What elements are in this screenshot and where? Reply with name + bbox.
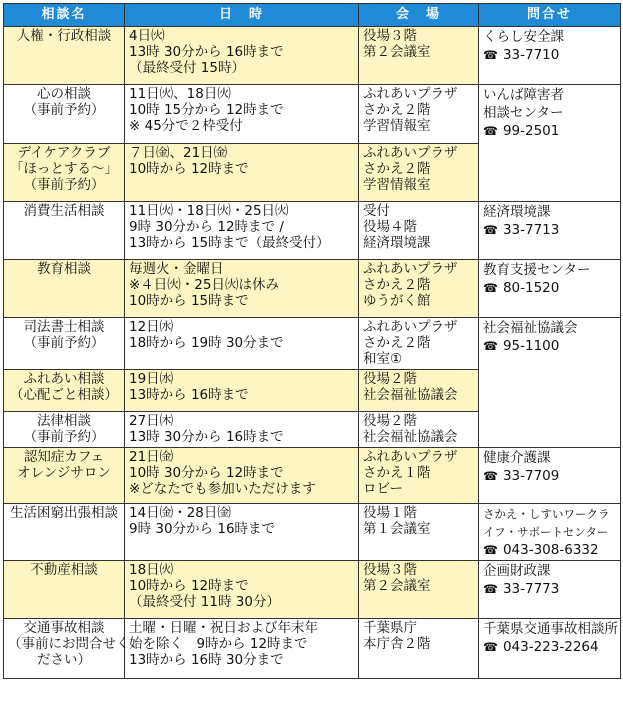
venue-cell [359, 619, 479, 679]
venue-cell [359, 561, 479, 619]
phone-number: 043-308-6332 [502, 542, 599, 558]
cell-line: 経済環境課 [363, 235, 431, 251]
name-cell [4, 85, 125, 144]
cell-line: 10時から 15時まで [129, 293, 249, 309]
cell-line: 13時から 16時 30分まで [129, 652, 284, 668]
cell-line: 12日㈬ [129, 319, 174, 335]
contact-phone-line [483, 337, 616, 355]
date-cell [125, 202, 359, 260]
cell-line: ふれあいプラザ [363, 86, 458, 102]
phone-icon: ☎ [483, 339, 498, 353]
table-row [4, 504, 621, 561]
date-cell [125, 619, 359, 679]
venue-cell [359, 85, 479, 144]
cell-line: 生活困窮出張相談 [10, 505, 118, 521]
phone-icon: ☎ [483, 469, 498, 483]
cell-line: デイケアクラブ [17, 145, 111, 161]
venue-cell [359, 144, 479, 202]
cell-line: 受付 [363, 203, 390, 219]
cell-line: 13時 30分から 16時まで [129, 429, 284, 445]
cell-line: ふれあいプラザ [363, 449, 458, 465]
cell-line: 13時 30分から 16時まで [129, 44, 284, 60]
cell-line: 10時 15分から 12時まで [129, 102, 284, 118]
cell-line: 消費生活相談 [23, 203, 105, 219]
cell-line: 社会福祉協議会 [363, 429, 458, 445]
phone-icon: ☎ [483, 543, 498, 557]
date-cell [125, 370, 359, 412]
cell-line: 役場３階 [363, 562, 417, 578]
contact-org-line: 千葉県交通事故相談所 [483, 621, 618, 637]
date-cell [125, 504, 359, 561]
venue-cell [359, 318, 479, 370]
cell-line: 9時 30分から 12時まで / [129, 219, 284, 235]
cell-line: ※ 45分で２枠受付 [129, 118, 243, 134]
phone-icon: ☎ [483, 124, 498, 138]
phone-icon: ☎ [483, 640, 498, 654]
phone-icon: ☎ [483, 281, 498, 295]
phone-icon: ☎ [483, 223, 498, 237]
consultation-table [3, 3, 621, 679]
cell-line: ※どなたでも参加いただけます [129, 481, 316, 497]
cell-line: （事前予約） [23, 177, 105, 193]
cell-line: オレンジサロン [17, 465, 111, 481]
cell-line: ふれあいプラザ [363, 145, 458, 161]
cell-line: 第２会議室 [363, 578, 431, 594]
cell-line: 教育相談 [37, 261, 91, 277]
name-cell [4, 260, 125, 318]
table-row [4, 260, 621, 318]
contact-cell [479, 561, 621, 619]
phone-number: 33-7709 [502, 468, 560, 484]
cell-line: 毎週火・金曜日 [129, 261, 224, 277]
contact-phone-line [483, 638, 616, 656]
cell-line: 和室① [363, 351, 403, 367]
cell-line: 21日㈮ [129, 449, 174, 465]
contact-cell [479, 619, 621, 679]
cell-line: 9時 30分から 16時まで [129, 521, 276, 537]
contact-org-line: 健康介護課 [483, 450, 551, 466]
contact-phone-line [483, 122, 616, 140]
cell-line: 心の相談 [37, 86, 91, 102]
name-cell [4, 619, 130, 679]
cell-line: 千葉県庁 [363, 620, 417, 636]
date-cell [125, 412, 359, 448]
cell-line: ふれあいプラザ [363, 319, 458, 335]
cell-line: さかえ２階 [363, 102, 431, 118]
cell-line: 土曜・日曜・祝日および年末年 [129, 620, 318, 636]
date-cell [125, 561, 359, 619]
contact-phone-line [483, 580, 616, 598]
name-cell [4, 27, 125, 85]
date-cell [125, 318, 359, 370]
cell-line: さかえ２階 [363, 161, 431, 177]
contact-org-line: いんば障害者 [483, 87, 564, 103]
header-contact: 問合せ [479, 4, 621, 27]
name-cell [4, 202, 125, 260]
name-cell [4, 561, 125, 619]
cell-line: ７日㈮、21日㈮ [129, 145, 228, 161]
contact-org-line: 社会福祉協議会 [483, 320, 578, 336]
contact-cell [479, 85, 621, 202]
name-cell [4, 144, 125, 202]
table-row [4, 85, 621, 144]
cell-line: 「ほっとする～」 [10, 161, 118, 177]
date-cell [125, 85, 359, 144]
date-cell [125, 27, 359, 85]
contact-org-line: くらし安全課 [483, 29, 564, 45]
cell-line: （事前予約） [23, 429, 105, 445]
venue-cell [359, 370, 479, 412]
venue-cell [359, 448, 479, 504]
cell-line: 10時 30分から 12時まで [129, 465, 284, 481]
cell-line: さかえ１階 [363, 465, 431, 481]
contact-org-line: イフ・サポートセンター [483, 525, 609, 539]
venue-cell [359, 202, 479, 260]
cell-line: （事前予約） [23, 102, 105, 118]
name-cell [4, 318, 125, 370]
contact-org-line: 相談センター [483, 105, 564, 121]
header-date: 日 時 [125, 4, 359, 27]
table-row [4, 318, 621, 370]
cell-line: 認知症カフェ [23, 449, 105, 465]
cell-line: 14日㈮・28日㈮ [129, 505, 231, 521]
cell-line: （事前予約） [23, 335, 105, 351]
contact-phone-line [483, 46, 616, 64]
venue-cell [359, 504, 479, 561]
cell-line: 人権・行政相談 [16, 28, 112, 44]
table-row [4, 561, 621, 619]
cell-line: 11日㈫・18日㈫・25日㈫ [129, 203, 289, 219]
contact-cell [479, 260, 621, 318]
cell-line: 学習情報室 [363, 177, 431, 193]
cell-line: 学習情報室 [363, 118, 431, 134]
contact-phone-line [483, 467, 616, 485]
cell-line: さかえ２階 [363, 335, 431, 351]
cell-line: 役場１階 [363, 505, 417, 521]
cell-line: 社会福祉協議会 [363, 387, 458, 403]
cell-line: 法律相談 [37, 413, 91, 429]
cell-line: （事前にお問合せく [8, 636, 130, 652]
cell-line: 不動産相談 [30, 562, 98, 578]
cell-line: ゆうがく館 [363, 293, 431, 309]
cell-line: ふれあいプラザ [363, 261, 458, 277]
phone-number: 043-223-2264 [502, 639, 599, 655]
cell-line: 交通事故相談 [23, 620, 105, 636]
cell-line: 18日㈫ [129, 562, 174, 578]
table-row [4, 27, 621, 85]
cell-line: ロビー [363, 481, 403, 497]
phone-number: 33-7713 [502, 222, 560, 238]
phone-icon: ☎ [483, 48, 498, 62]
phone-number: 33-7710 [502, 47, 560, 63]
table-body [4, 27, 621, 679]
cell-line: 役場３階 [363, 28, 417, 44]
name-cell [4, 448, 125, 504]
contact-cell [479, 448, 621, 504]
contact-cell [479, 504, 621, 561]
contact-cell [479, 27, 621, 85]
phone-number: 95-1100 [502, 338, 560, 354]
venue-cell [359, 260, 479, 318]
name-cell [4, 412, 125, 448]
contact-org-line: 経済環境課 [483, 204, 551, 220]
cell-line: 10時から 12時まで [129, 161, 249, 177]
header-row [4, 4, 621, 27]
cell-line: 役場４階 [363, 219, 417, 235]
phone-icon: ☎ [483, 582, 498, 596]
cell-line: 27日㈭ [129, 413, 174, 429]
cell-line: 司法書士相談 [23, 319, 105, 335]
cell-line: 4日㈫ [129, 28, 165, 44]
cell-line: 本庁舎２階 [363, 636, 431, 652]
phone-number: 33-7773 [502, 581, 560, 597]
contact-cell [479, 318, 621, 448]
table-row [4, 448, 621, 504]
cell-line: ※４日㈫・25日㈫は休み [129, 277, 279, 293]
cell-line: 19日㈬ [129, 371, 174, 387]
cell-line: 13時から 15時まで（最終受付） [129, 235, 330, 251]
header-name: 相談名 [4, 4, 125, 27]
cell-line: 役場２階 [363, 413, 417, 429]
cell-line: 10時から 12時まで [129, 578, 249, 594]
contact-phone-line [483, 279, 616, 297]
contact-org-line: 企画財政課 [483, 563, 551, 579]
date-cell [125, 260, 359, 318]
date-cell [125, 144, 359, 202]
cell-line: （最終受付 15時） [129, 60, 245, 76]
cell-line: ふれあい相談 [23, 371, 105, 387]
name-cell [4, 504, 125, 561]
contact-org-line: さかえ・しすいワークラ [483, 507, 610, 521]
date-cell [125, 448, 359, 504]
phone-number: 99-2501 [502, 123, 560, 139]
cell-line: ださい） [37, 652, 91, 668]
name-cell [4, 370, 125, 412]
cell-line: （最終受付 11時 30分） [129, 594, 280, 610]
cell-line: 役場２階 [363, 371, 417, 387]
header-venue: 会 場 [359, 4, 479, 27]
cell-line: 13時から 16時まで [129, 387, 249, 403]
venue-cell [359, 412, 479, 448]
contact-phone-line [483, 221, 616, 239]
cell-line: （心配ごと相談） [10, 387, 118, 403]
cell-line: 第２会議室 [363, 44, 431, 60]
cell-line: 18時から 19時 30分まで [129, 335, 284, 351]
cell-line: 始を除く 9時から 12時まで [129, 636, 308, 652]
contact-cell [479, 202, 621, 260]
cell-line: さかえ２階 [363, 277, 431, 293]
contact-org-line: 教育支援センター [483, 262, 591, 278]
table-row [4, 619, 621, 679]
cell-line: 11日㈫、18日㈫ [129, 86, 231, 102]
venue-cell [359, 27, 479, 85]
cell-line: 第１会議室 [363, 521, 431, 537]
table-row [4, 202, 621, 260]
contact-phone-line [483, 541, 616, 559]
phone-number: 80-1520 [502, 280, 560, 296]
